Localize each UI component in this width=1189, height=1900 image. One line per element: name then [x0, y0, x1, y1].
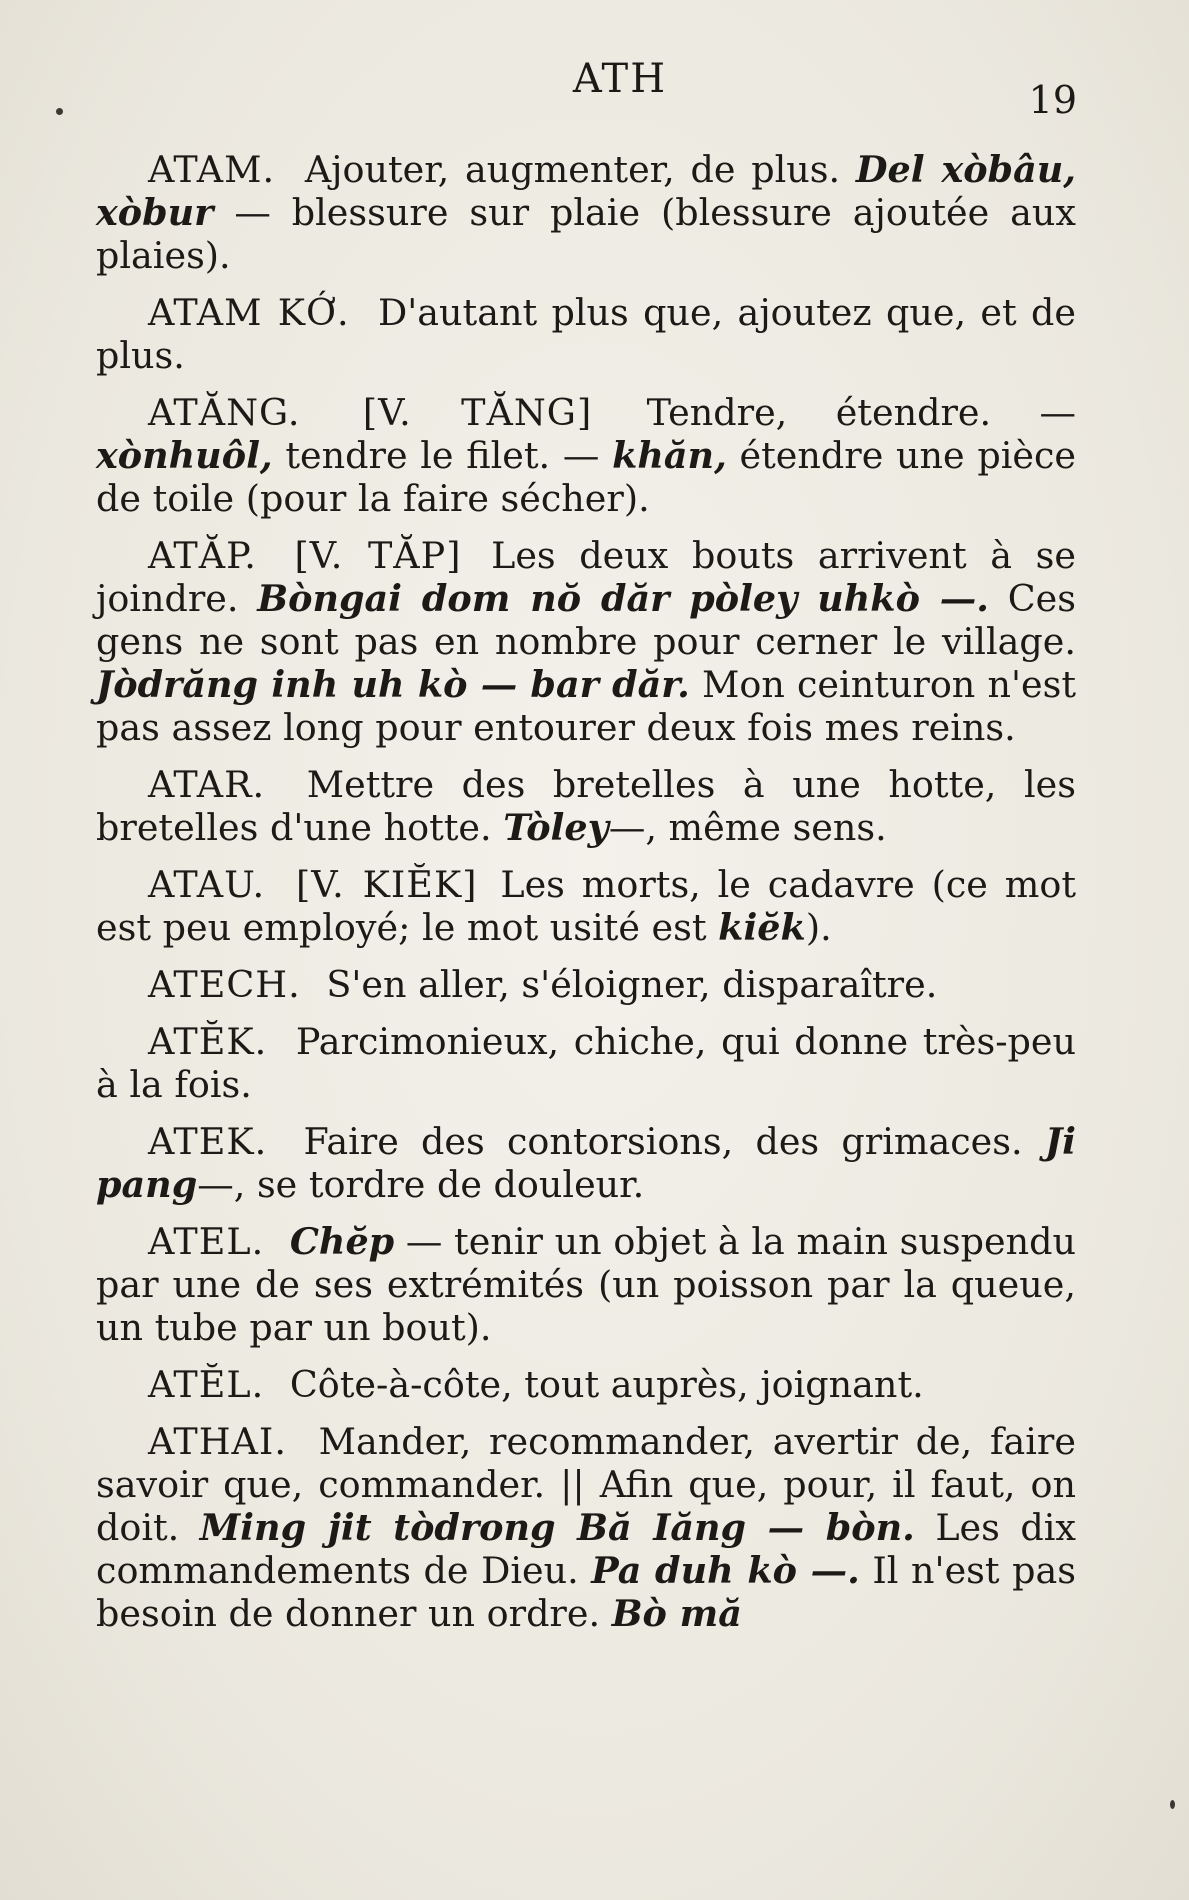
ink-speck [56, 108, 63, 115]
definition: D'autant plus que, ajoutez que, et de plus. [96, 291, 1076, 377]
example: Del xòbâu, xòbur [96, 148, 1076, 234]
headword: ATĂNG. [148, 391, 301, 434]
headword: ATAM KỚ. [148, 291, 350, 334]
example: kiĕk [718, 906, 806, 949]
definition-continued: — tenir un objet à la main suspendu par une de ses extrémités (un poisson par la queue, un tube par un bout). [96, 1220, 1076, 1349]
entry-atek [96, 1120, 1076, 1206]
definition-continued-2: Mon ceinturon n'est pas assez long pour entourer deux fois mes reins. [96, 663, 1076, 749]
definition: Les deux bouts arrivent à se joindre. [96, 534, 1076, 620]
definition: Parcimonieux, chiche, qui donne très-peu à la fois. [96, 1020, 1076, 1106]
entry-atech [96, 963, 1076, 1006]
example-2: khăn, [612, 434, 727, 477]
example: Tòley [503, 806, 609, 849]
headword: ATEK. [148, 1120, 268, 1163]
example-2: Pa duh kò —. [591, 1549, 860, 1592]
entry-atau [96, 863, 1076, 949]
definition: Mander, recommander, avertir de, faire savoir que, commander. || Afin que, pour, il faut, on doit. [96, 1420, 1076, 1549]
page-number: 19 [1028, 78, 1077, 122]
example: xònhuôl, [96, 434, 273, 477]
headword: ATHAI. [148, 1420, 287, 1463]
definition: Mettre des bretelles à une hotte, les bretelles d'une hotte. [96, 763, 1076, 849]
definition: Les morts, le cadavre (ce mot est peu employé; le mot usité est [96, 863, 1076, 949]
definition: Faire des contorsions, des grimaces. [303, 1120, 1023, 1163]
definition-continued: tendre le filet. — [285, 434, 600, 477]
definition-continued: —, se tordre de douleur. [197, 1163, 645, 1206]
definition-continued: Ces gens ne sont pas en nombre pour cerner le village. [96, 577, 1076, 663]
definition-continued: ). [805, 906, 832, 949]
entry-atel-breve [96, 1363, 1076, 1406]
definition-continued-2: Il n'est pas besoin de donner un ordre. [96, 1549, 1076, 1635]
entry-atap [96, 534, 1076, 749]
definition-continued: — blessure sur plaie (blessure ajoutée aux plaies). [96, 191, 1076, 277]
headword: ATĂP. [148, 534, 257, 577]
example-3: Bò mă [611, 1592, 742, 1635]
entry-atel [96, 1220, 1076, 1349]
example: Ming jit tòdrong Bă Iăng — bòn. [199, 1506, 915, 1549]
headword: ATAM. [148, 148, 276, 191]
entry-atang [96, 391, 1076, 520]
definition: Côte-à-côte, tout auprès, joignant. [289, 1363, 924, 1406]
entry-atam [96, 148, 1076, 277]
entry-atar [96, 763, 1076, 849]
example: Ji pang [96, 1120, 1077, 1206]
definition: Ajouter, augmenter, de plus. [304, 148, 841, 191]
ink-speck [1170, 1800, 1175, 1809]
example: Chĕp [289, 1220, 395, 1263]
cross-reference: [V. KIĔK] [295, 863, 478, 906]
entry-atek-breve [96, 1020, 1076, 1106]
headword: ATECH. [148, 963, 301, 1006]
definition-continued-2: étendre une pièce de toile (pour la faire sécher). [96, 434, 1077, 520]
headword: ATAU. [148, 863, 266, 906]
running-head: ATH [572, 56, 668, 102]
cross-reference: [V. TĂP] [294, 534, 462, 577]
headword: ATĔK. [148, 1020, 268, 1063]
headword: ATĔL. [148, 1363, 265, 1406]
example: Bòngai dom nŏ dăr pòley uhkò —. [257, 577, 989, 620]
definition-continued: Les dix commandements de Dieu. [96, 1506, 1076, 1592]
definition: S'en aller, s'éloigner, disparaître. [326, 963, 938, 1006]
definition-continued: —, même sens. [608, 806, 887, 849]
cross-reference: [V. TĂNG] [362, 391, 593, 434]
definition: Tendre, étendre. — [646, 391, 1077, 434]
example-2: Jòdrăng inh uh kò — bar dăr. [96, 663, 690, 706]
entry-atam-ko [96, 291, 1076, 377]
headword: ATEL. [148, 1220, 265, 1263]
entry-athai [96, 1420, 1076, 1635]
headword: ATAR. [148, 763, 266, 806]
entry-list [96, 148, 1076, 1649]
